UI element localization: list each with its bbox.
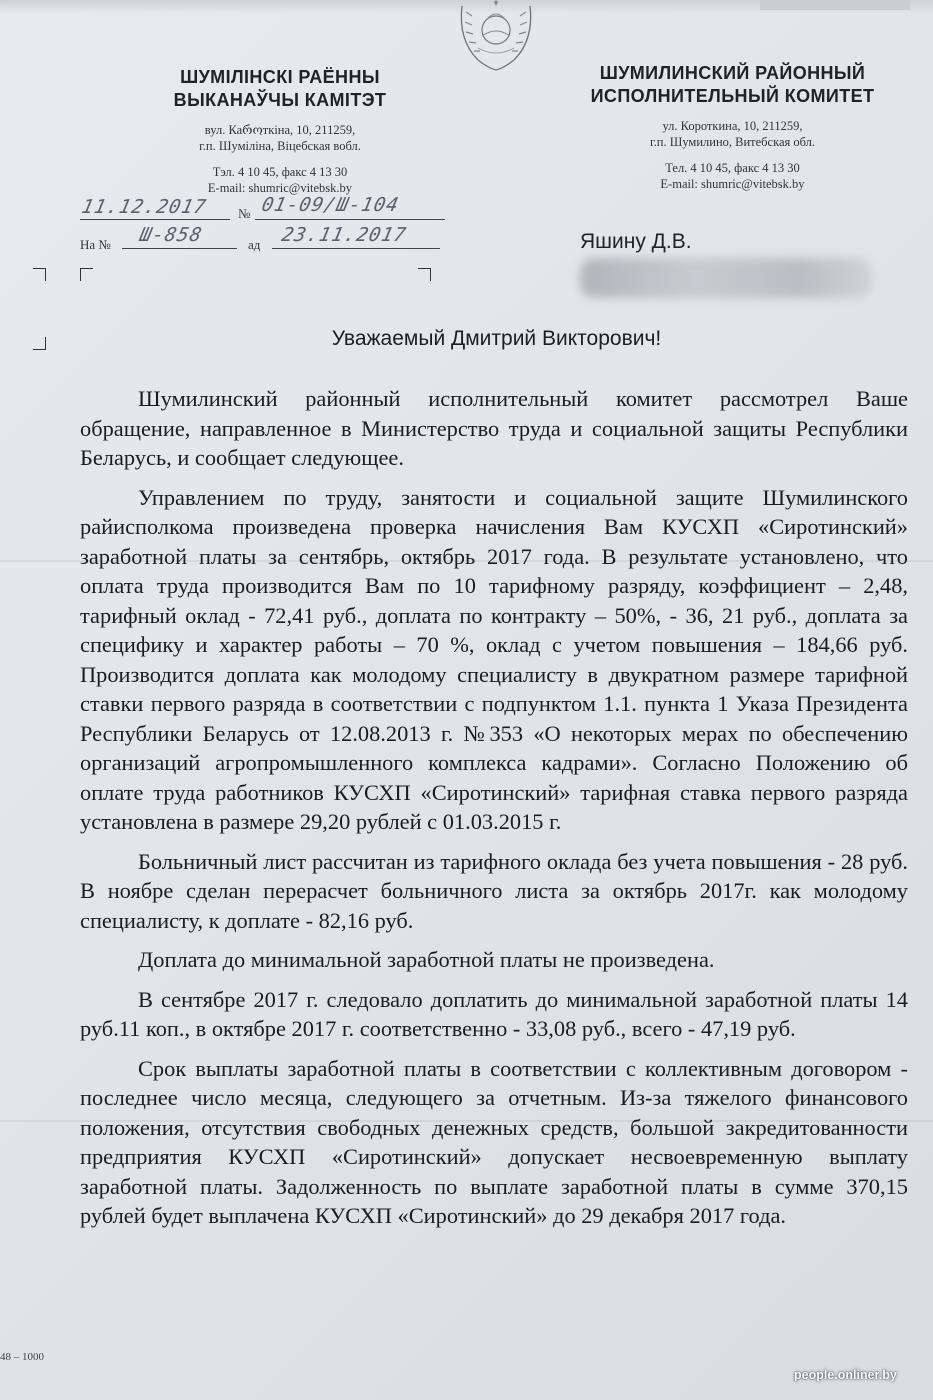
corner-mark xyxy=(418,268,431,281)
number-underline xyxy=(255,219,445,220)
corner-mark xyxy=(80,268,93,281)
salutation: Уважаемый Дмитрий Викторович! xyxy=(331,327,662,350)
header-left xyxy=(120,66,440,196)
paragraph: Управлением по труду, занятости и социальной защите Шумилинского райисполкома произведена проверка начисления Вам КУСХП «Сиротинский» заработной платы за сентябрь, октябрь 2017 года. В результате установлено, что оплата труда производится Вам по 10 тарифному разряду, коэффициент – 2,48, тарифный оклад - 72,41 руб., доплата по контракту – 50%, - 36, 21 руб., доплата за специфику и характер работы – 70 %, оклад с учетом повышения – 184,66 руб. Производится доплата как молодому специалисту в двукратном размере тарифной ставки первого разряда в соответствии с подпунктом 1.1. пункта 1 Указа Президента Республики Беларусь от 12.08.2013 г. №353 «О некоторых мерах по обеспечению организаций агропромышленного комплекса кадрами». Согласно Положению об оплате труда работников КУСХП «Сиротинский» тарифная ставка первого разряда установлена в размере 29,20 рублей с 01.03.2015 г. xyxy=(80,484,908,834)
paper-tab xyxy=(760,0,910,10)
phone-fax: Тэл. 4 10 45, факс 4 13 30 xyxy=(212,165,348,179)
incoming-date: 23.11.2017 xyxy=(279,224,409,246)
address-line2: г.п. Шумилино, Витебская обл. xyxy=(649,135,816,149)
form-code: 48 – 1000 xyxy=(0,1351,44,1363)
paragraph: В сентябре 2017 г. следовало доплатить до минимальной заработной платы 14 руб.11 коп., в октябре 2017 г. соответственно - 33,08 руб., всего - 47,19 руб. xyxy=(80,986,908,1041)
incoming-underline xyxy=(122,248,237,249)
paragraph: Срок выплаты заработной платы в соответствии с коллективным договором - последнее число месяца, следующего за отчетным. Из-за тяжелого финансового положения, отсутствия свободных денежных средств, большой закредитованности предприятия КУСХП «Сиротинский» допускает несвоевременную выплату заработной платы. Задолженность по выплате заработной платы в сумме 370,15 рублей будет выплачена КУСХП «Сиротинский» до 29 декабря 2017 года. xyxy=(80,1055,908,1228)
date-underline xyxy=(80,219,230,220)
org-name-line1: ШУМІЛІНСКІ РАЁННЫ xyxy=(180,67,380,87)
outgoing-number: 01-09/Ш-104 xyxy=(259,194,402,216)
outgoing-number-label: № xyxy=(238,206,251,221)
address-line2: г.п. Шуміліна, Віцебская вобл. xyxy=(199,139,361,153)
incoming-from-label: ад xyxy=(248,237,261,252)
corner-mark xyxy=(33,268,46,281)
outgoing-date: 11.12.2017 xyxy=(79,196,209,218)
incoming-number: Ш-858 xyxy=(137,224,205,246)
org-name-line2: ВЫКАНАЎЧЫ КАМІТЭТ xyxy=(173,90,387,110)
header-right xyxy=(570,62,895,192)
address-line1: ул. Короткина, 10, 211259, xyxy=(662,119,803,133)
recipient-name: Яшину Д.В. xyxy=(580,230,692,253)
phone-fax: Тел. 4 10 45, факс 4 13 30 xyxy=(665,161,800,175)
org-name-line2: ИСПОЛНИТЕЛЬНЫЙ КОМИТЕТ xyxy=(590,86,875,106)
state-emblem-icon xyxy=(448,0,544,74)
incoming-number-label: На № xyxy=(80,237,111,252)
source-watermark: people.onliner.by xyxy=(794,1368,897,1382)
org-name-line1: ШУМИЛИНСКИЙ РАЙОННЫЙ xyxy=(599,63,866,83)
letter-body xyxy=(80,384,908,1241)
redacted-address xyxy=(580,258,872,298)
email: E-mail: shumric@vitebsk.by xyxy=(660,177,805,191)
address-line1: вул. Каროткіна, 10, 211259, xyxy=(204,123,356,137)
incoming-date-underline xyxy=(272,248,440,249)
paragraph: Больничный лист рассчитан из тарифного оклада без учета повышения - 28 руб. В ноябре сделан перерасчет больничного листа за октябрь 2017г. как молодому специалисту, к доплате - 82,16 руб. xyxy=(80,848,908,933)
email: E-mail: shumric@vitebsk.by xyxy=(207,181,353,195)
paragraph: Доплата до минимальной заработной платы не произведена. xyxy=(138,947,715,972)
paragraph: Шумилинский районный исполнительный комитет рассмотрел Ваше обращение, направленное в Министерство труда и социальной защиты Республики Беларусь, и сообщает следующее. xyxy=(80,386,908,470)
